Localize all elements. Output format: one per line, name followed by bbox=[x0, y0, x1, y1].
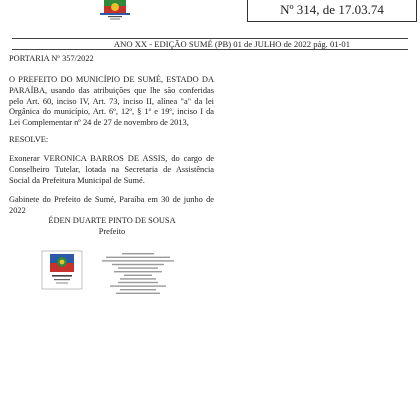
portaria-number: PORTARIA Nº 357/2022 bbox=[9, 54, 94, 63]
bottom-divider bbox=[12, 49, 408, 50]
decision-paragraph: Exonerar VERONICA BARROS DE ASSIS, do cargo de Conselheiro Tutelar, lotada na Secretaria de Assistência Social da Prefeitura Municipal de Sumé. bbox=[9, 154, 214, 185]
law-reference-box bbox=[247, 0, 417, 22]
resolve-label: RESOLVE: bbox=[9, 135, 49, 144]
footer-fine-print bbox=[84, 253, 192, 303]
intro-paragraph: O PREFEITO DO MUNICÍPIO DE SUMÉ, ESTADO DA PARAÍBA, usando das atribuições que lhe são conferidas pelo Art. 60, inciso IV, Art. 73, inciso II, alínea "a" da lei Orgânica do município, Art. 6º, 12º, § 1º e 19º, inciso I da Lei Complementar nº 24 de 27 de novembro de 2013, bbox=[9, 75, 214, 128]
law-reference-text: Nº 314, de 17.03.74 bbox=[280, 2, 384, 17]
closing-line: Gabinete do Prefeito de Sumé, Paraíba em 30 de junho de 2022 bbox=[9, 195, 214, 215]
edition-line: ANO XX - EDIÇÃO SUMÉ (PB) 01 de JULHO de 2022 pág. 01-01 bbox=[113, 39, 350, 49]
footer-seal-logo bbox=[41, 250, 83, 290]
signer-name: ÉDEN DUARTE PINTO DE SOUSA bbox=[48, 216, 176, 225]
municipal-crest-logo bbox=[86, 0, 144, 22]
signer-title: Prefeito bbox=[98, 227, 126, 236]
